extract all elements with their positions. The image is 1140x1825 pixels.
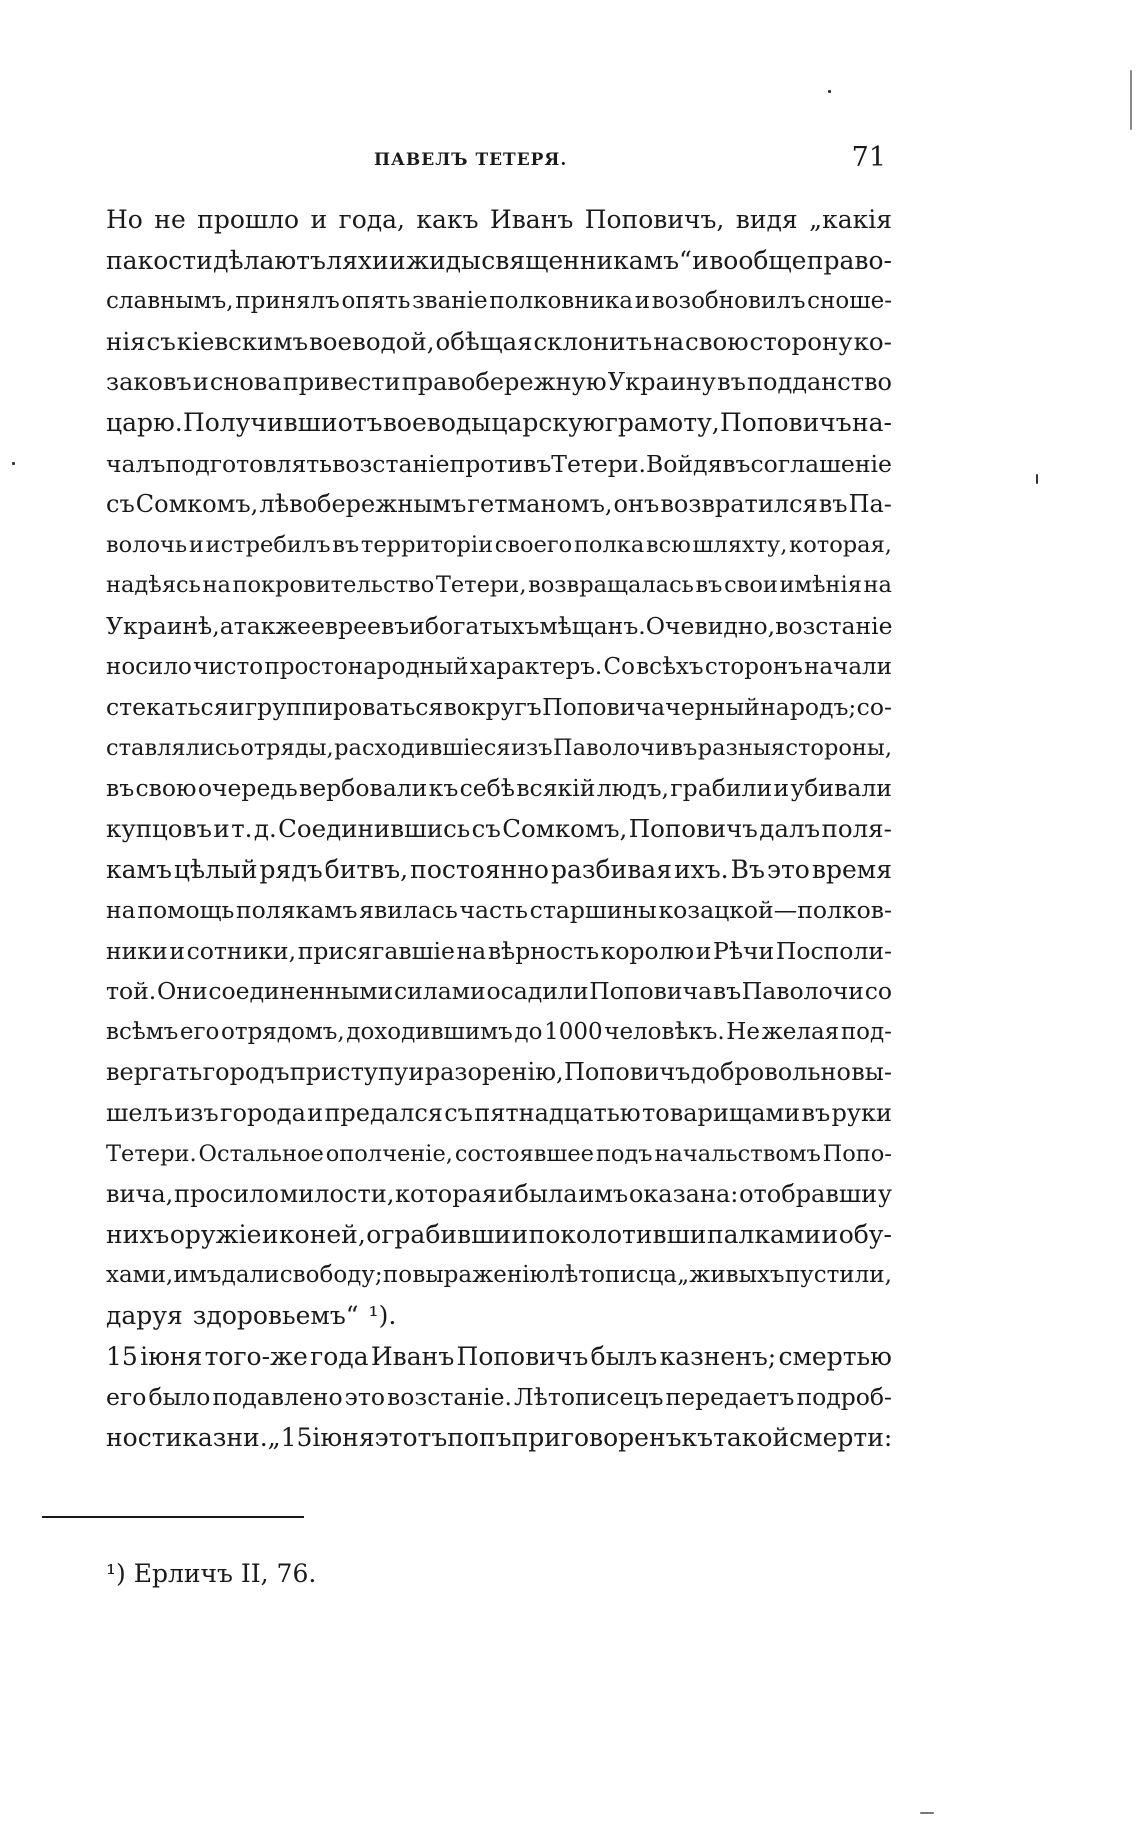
text-line — [106, 322, 892, 363]
line-text: купцовъ и т. д. Соединившись съ Сомкомъ, Поповичъ далъ поля- — [106, 813, 892, 843]
running-title: ПАВЕЛЪ ТЕТЕРЯ. — [374, 150, 568, 170]
scan-speck — [1036, 474, 1038, 484]
line-text: ники и сотники, присягавшіе на вѣрность королю и Рѣчи Посполи- — [106, 936, 892, 965]
line-text: Но не прошло и года, какъ Иванъ Поповичъ, видя „какія — [106, 205, 892, 234]
line-text: волочь и истребилъ въ территоріи своего полка всю шляхту, которая, — [106, 531, 892, 558]
scan-speck — [828, 90, 831, 93]
text-line — [106, 850, 892, 891]
text-line — [106, 1012, 892, 1053]
line-text: всѣмъ его отрядомъ, доходившимъ до 1000 человѣкъ. Не желая под- — [106, 1018, 892, 1045]
text-line — [106, 1418, 892, 1459]
text-line — [106, 728, 892, 769]
line-text: славнымъ, принялъ опять званіе полковника и возобновилъ сноше- — [106, 288, 892, 315]
line-text: ставлялись отряды, расходившіеся изъ Паволочи въ разныя стороны, — [106, 734, 892, 761]
line-text: даруя здоровьемъ“ ¹). — [106, 1301, 397, 1331]
line-text: нія съ кіевскимъ воеводой, обѣщая склонить на свою сторону ко- — [106, 326, 892, 356]
line-text: 15 іюня того-же года Иванъ Поповичъ былъ казненъ; смертью — [106, 1341, 892, 1371]
line-text: заковъ и снова привести правобережную Украину въ подданство — [106, 368, 892, 397]
text-line — [106, 281, 892, 322]
page-number: 71 — [851, 142, 886, 173]
line-text: чалъ подготовлять возстаніе противъ Тетери. Войдя въ соглашеніе — [106, 449, 892, 478]
line-text: на помощь полякамъ явилась часть старшины козацкой—полков- — [106, 896, 892, 925]
line-text: съ Сомкомъ, лѣвобережнымъ гетманомъ, онъ возвратился въ Па- — [106, 490, 892, 519]
line-text: вича, просило милости, которая и была имъ оказана: отобравши у — [106, 1180, 892, 1209]
scan-speck — [1130, 70, 1132, 130]
scan-speck — [920, 1812, 934, 1814]
text-line — [106, 1255, 892, 1296]
text-line — [106, 484, 892, 525]
line-text: его было подавлено это возстаніе. Лѣтописецъ передаетъ подроб- — [106, 1383, 892, 1412]
text-line — [106, 1377, 892, 1418]
line-text: ности казни. „15 іюня этотъ попъ приговоренъ къ такой смерти: — [106, 1422, 893, 1452]
footnote-rule — [42, 1516, 304, 1518]
text-line — [106, 1337, 892, 1378]
line-text: носило чисто простонародный характеръ. Со всѣхъ сторонъ начали — [106, 653, 892, 680]
text-line — [106, 606, 892, 647]
line-text: нихъ оружіе и коней, ограбивши и поколотивши палками и обу- — [106, 1219, 892, 1249]
text-line — [106, 931, 892, 972]
line-text: надѣясь на покровительство Тетери, возвращалась въ свои имѣнія на — [106, 572, 892, 599]
scan-speck — [12, 462, 15, 465]
footnote: ¹) Ерличъ II, 76. — [106, 1559, 317, 1588]
line-text: пакости дѣлаютъ ляхи и жиды священникамъ“ и вообще право- — [106, 245, 892, 275]
text-line — [106, 1052, 892, 1093]
text-line — [106, 444, 892, 485]
line-text: той. Они соединенными силами осадили Поповича въ Паволочи со — [106, 977, 892, 1006]
text-line — [106, 1215, 892, 1256]
line-text: царю. Получивши отъ воеводы царскую грамоту, Поповичъ на- — [106, 407, 892, 437]
text-line — [106, 525, 892, 566]
line-text: камъ цѣлый рядъ битвъ, постоянно разбивая ихъ. Въ это время — [106, 854, 892, 884]
text-line — [106, 403, 892, 444]
text-line — [106, 971, 892, 1012]
text-line — [106, 768, 892, 809]
line-text: въ свою очередь вербовали къ себѣ всякій людъ, грабили и убивали — [106, 774, 892, 803]
text-line — [106, 687, 892, 728]
body-text — [106, 200, 892, 1458]
line-text: Украинѣ, а также евреевъ и богатыхъ мѣщанъ. Очевидно, возстаніе — [106, 611, 893, 640]
text-line — [106, 1296, 892, 1337]
text-line — [106, 647, 892, 688]
text-line — [106, 1174, 892, 1215]
text-line — [106, 241, 892, 282]
text-line — [106, 565, 892, 606]
line-text: шелъ изъ города и предался съ пятнадцатью товарищами въ руки — [106, 1099, 892, 1128]
text-line — [106, 200, 892, 241]
line-text: хами, имъ дали свободу; по выраженію лѣтописца „живыхъ пустили, — [106, 1262, 892, 1289]
text-line — [106, 1093, 892, 1134]
text-line — [106, 362, 892, 403]
text-line — [106, 890, 892, 931]
text-line — [106, 1134, 892, 1175]
running-head — [106, 142, 886, 182]
line-text: стекаться и группироваться вокругъ Поповича черный народъ; со- — [106, 693, 892, 722]
text-line — [106, 809, 892, 850]
line-text: вергать городъ приступу и разоренію, Поповичъ добровольно вы- — [106, 1058, 892, 1087]
line-text: Тетери. Остальное ополченіе, состоявшее подъ начальствомъ Попо- — [106, 1140, 892, 1167]
